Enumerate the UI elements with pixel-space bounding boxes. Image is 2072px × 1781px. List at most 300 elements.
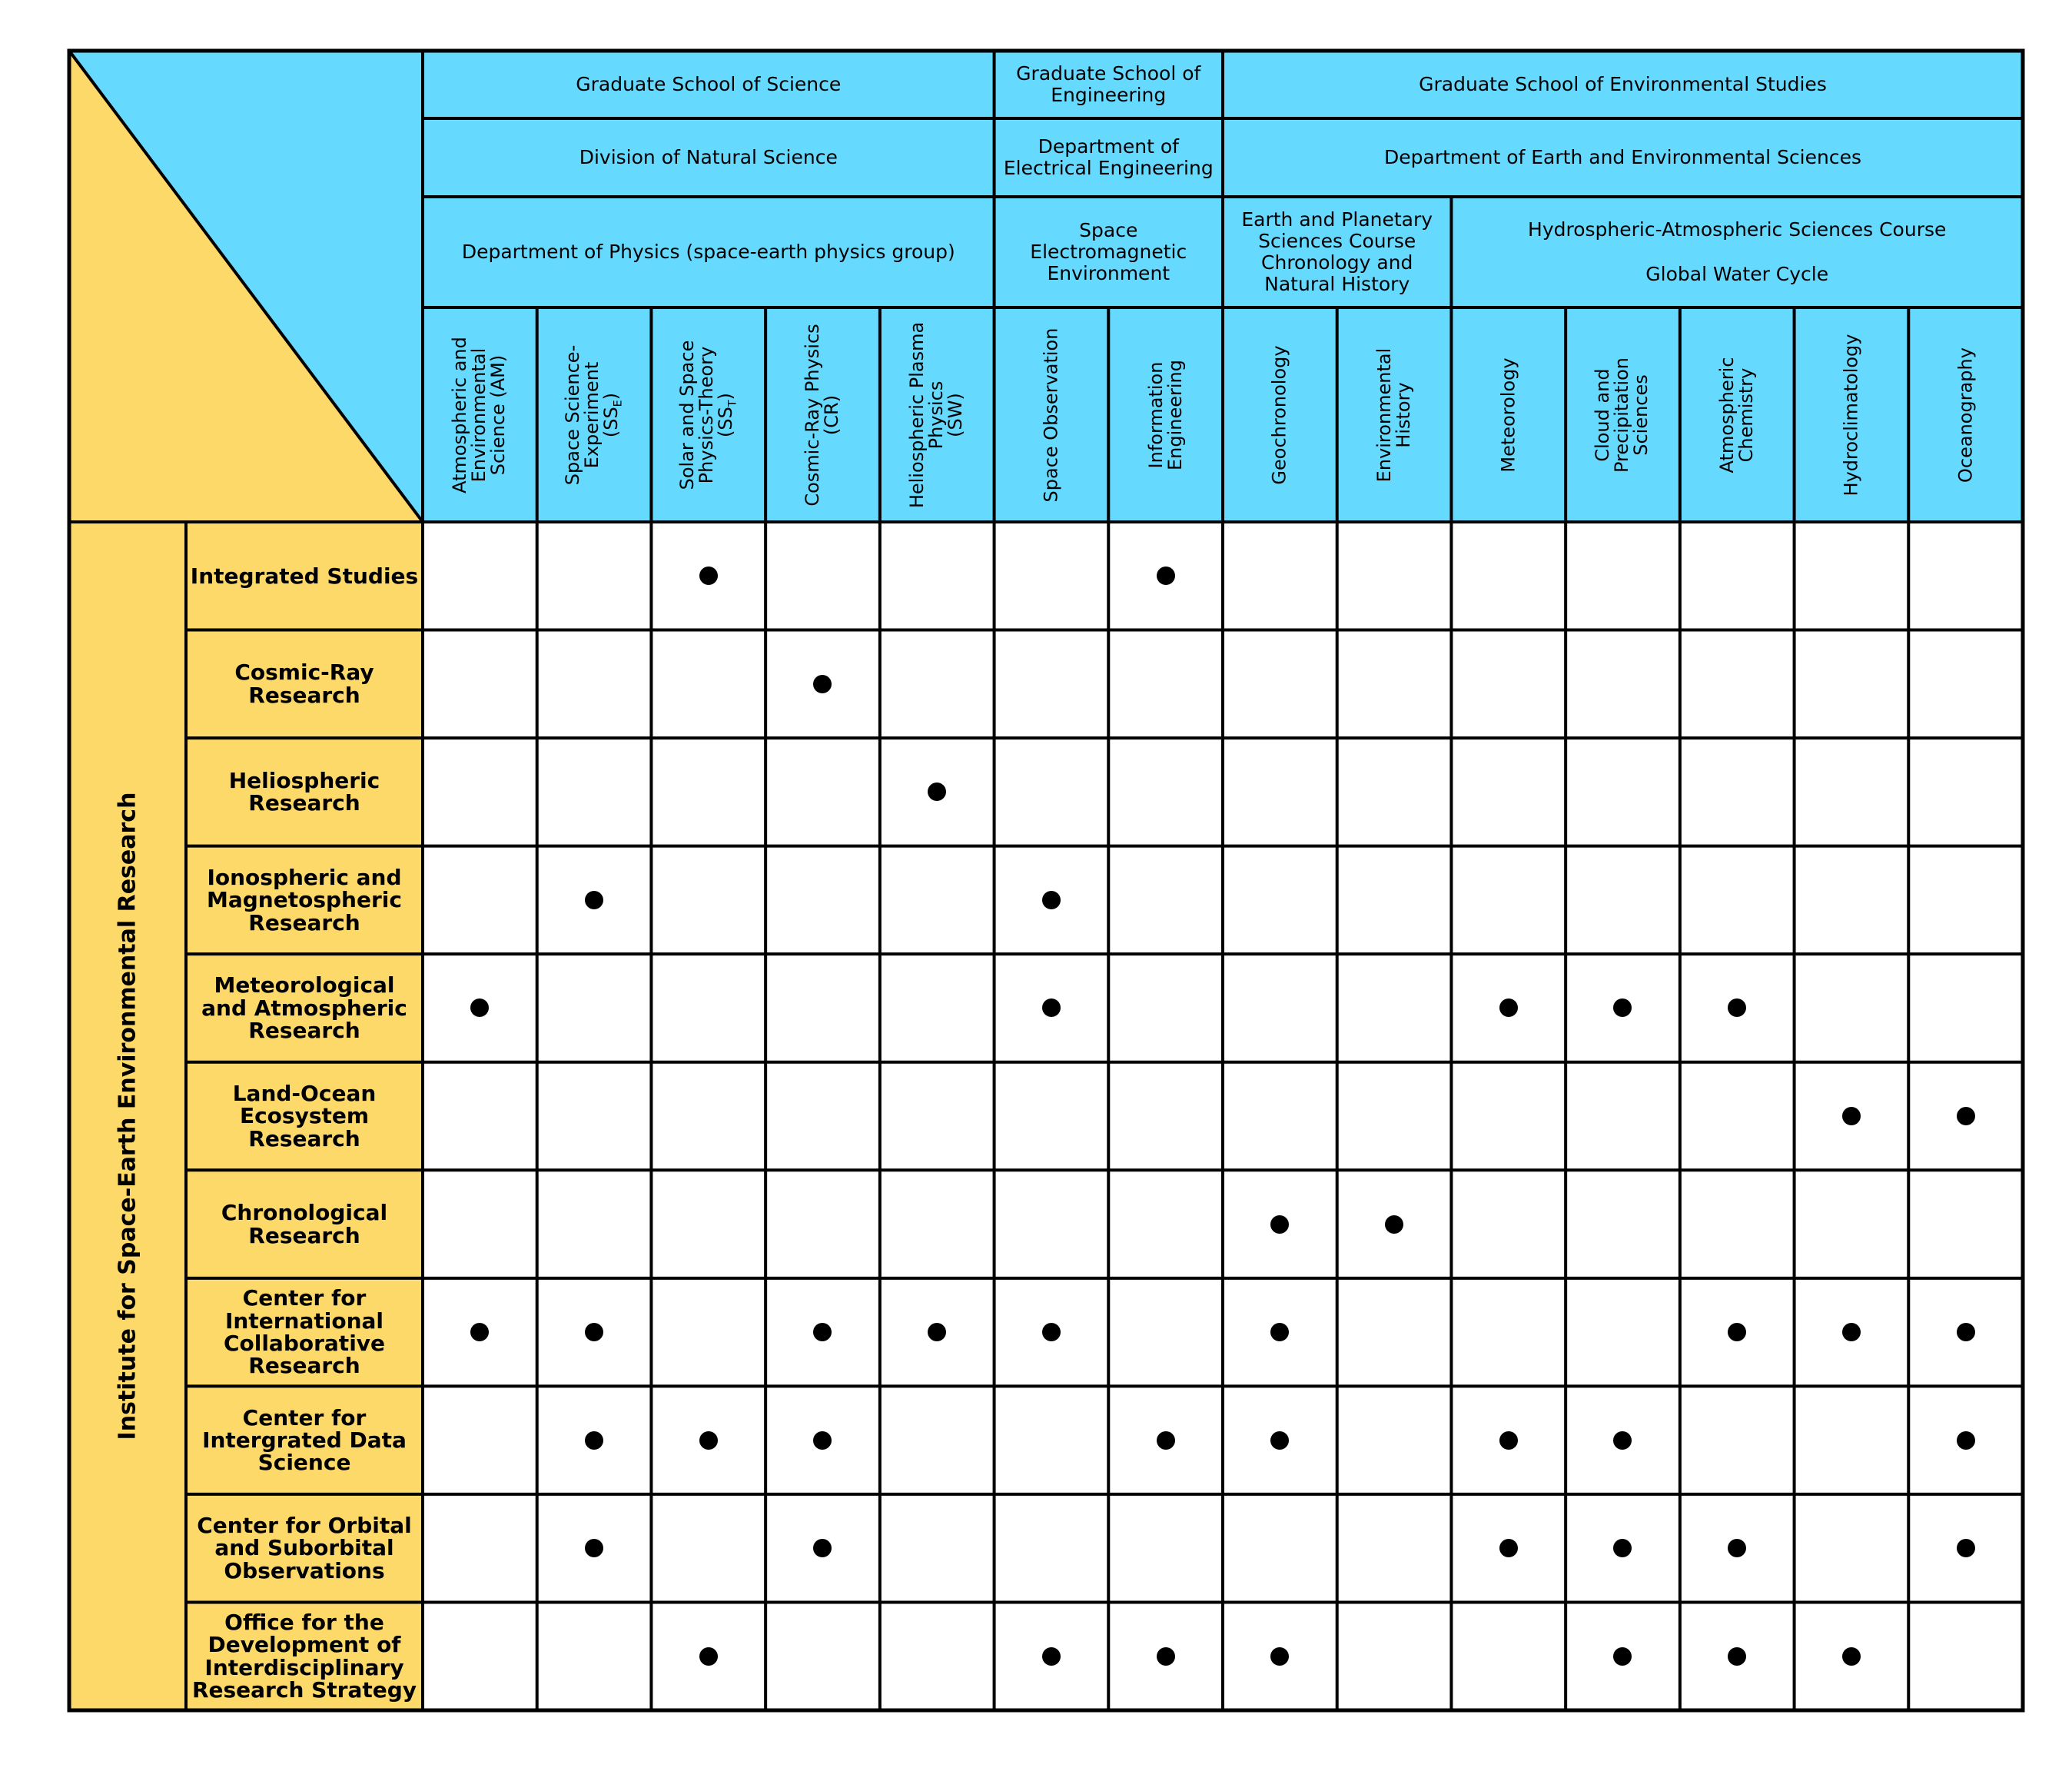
column-header-line: Cloud and (1592, 367, 1614, 462)
matrix-cell (1223, 1170, 1337, 1278)
course-header (1451, 197, 2023, 307)
column-header-line: Space Science- (561, 344, 583, 485)
row-header (186, 1602, 423, 1710)
matrix-cell (1908, 522, 2023, 630)
matrix-cell (765, 1278, 880, 1387)
affiliation-dot (1728, 1647, 1746, 1666)
matrix-cell (1223, 1494, 1337, 1603)
affiliation-dot (585, 1431, 603, 1450)
matrix-cell (1680, 1278, 1795, 1387)
column-header-line: Cosmic-Ray Physics (802, 323, 824, 507)
matrix-cell (651, 1494, 765, 1603)
matrix-cell (1680, 630, 1795, 739)
course-header (1223, 197, 1451, 307)
column-header-line: Sciences (1631, 374, 1653, 456)
affiliation-dot (1157, 567, 1175, 585)
code-prefix: (SS (714, 406, 736, 437)
affiliation-dot (470, 998, 489, 1017)
matrix-cell (537, 846, 652, 955)
school-header-title: Graduate School of Science (576, 73, 842, 95)
column-header-line: Physics-Theory (695, 346, 717, 483)
column-header (1795, 307, 1909, 522)
matrix-cell (765, 954, 880, 1062)
matrix-cell (1908, 846, 2023, 955)
matrix-cell (1337, 1062, 1452, 1171)
column-header-line: Hydroclimatology (1840, 333, 1862, 497)
matrix-cell (651, 630, 765, 739)
matrix-cell (1223, 522, 1337, 630)
matrix-cell (537, 1170, 652, 1278)
affiliation-dot (813, 1539, 832, 1557)
affiliation-dot (1270, 1647, 1289, 1666)
affiliation-dot (699, 1647, 718, 1666)
matrix-cell (994, 1386, 1109, 1494)
matrix-cell (880, 738, 994, 846)
matrix-cell (994, 630, 1109, 739)
matrix-cell (880, 1062, 994, 1171)
code-suffix: ) (600, 392, 623, 400)
column-header-label (1499, 357, 1518, 472)
course-header-title: Department of Physics (space-earth physics group) (461, 241, 955, 263)
matrix-cell (423, 1386, 537, 1494)
matrix-cell (537, 1602, 652, 1710)
row-header-label: Center for Intergrated Data Science (202, 1404, 407, 1476)
row-header (186, 1278, 423, 1387)
affiliation-dot (1385, 1215, 1403, 1234)
column-header (994, 307, 1109, 522)
matrix-cell (1451, 522, 1566, 630)
matrix-cell (1795, 522, 1909, 630)
matrix-cell (1795, 1170, 1909, 1278)
code-subscript: T (726, 399, 739, 407)
matrix-cell (1451, 954, 1566, 1062)
column-header-label (908, 321, 966, 507)
matrix-cell (1680, 1386, 1795, 1494)
matrix-cell (765, 1170, 880, 1278)
affiliation-dot (1499, 998, 1518, 1017)
affiliation-dot (699, 1431, 718, 1450)
matrix-cell (1908, 1386, 2023, 1494)
matrix-cell (994, 954, 1109, 1062)
matrix-cell (537, 954, 652, 1062)
matrix-cell (651, 738, 765, 846)
matrix-cell (537, 1494, 652, 1603)
matrix-cell (1566, 954, 1680, 1062)
column-header (1451, 307, 1566, 522)
matrix-cell (1337, 1494, 1452, 1603)
matrix-cell (1337, 1386, 1452, 1494)
affiliation-dot (1728, 1323, 1746, 1341)
column-header-line: Engineering (1164, 359, 1186, 470)
column-header-label (1956, 347, 1975, 483)
column-header (765, 307, 880, 522)
affiliation-dot (1157, 1647, 1175, 1666)
matrix-cell (765, 1494, 880, 1603)
matrix-cell (994, 846, 1109, 955)
matrix-cell (423, 846, 537, 955)
affiliation-dot (928, 1323, 946, 1341)
affiliation-dot (1957, 1539, 1975, 1557)
matrix-cell (537, 1386, 652, 1494)
matrix-cell (1108, 1062, 1223, 1171)
column-header-line: (SW) (945, 392, 967, 437)
matrix-cell (765, 522, 880, 630)
column-header-label (1594, 357, 1652, 472)
matrix-cell (1223, 1602, 1337, 1710)
matrix-cell (1108, 1278, 1223, 1387)
row-header-label: Center for International Collaborative Research (223, 1285, 386, 1379)
matrix-cell (1108, 738, 1223, 846)
matrix-cell (651, 954, 765, 1062)
matrix-cell (423, 738, 537, 846)
matrix-cell (423, 1170, 537, 1278)
matrix-cell (423, 1062, 537, 1171)
matrix-cell (1337, 1170, 1452, 1278)
column-header-code (716, 340, 739, 490)
matrix-cell (1108, 1494, 1223, 1603)
matrix-cell (651, 1170, 765, 1278)
matrix-cell (1451, 1386, 1566, 1494)
matrix-cell (1223, 738, 1337, 846)
affiliation-dot (585, 1539, 603, 1557)
row-header-label: Cosmic-Ray Research (234, 660, 374, 708)
affiliation-dot (1042, 1323, 1061, 1341)
affiliation-dot (585, 891, 603, 909)
row-header (186, 846, 423, 955)
matrix-cell (1680, 738, 1795, 846)
row-header-label: Center for Orbital and Suborbital Observations (197, 1513, 412, 1583)
affiliation-dot (813, 675, 832, 693)
affiliation-dot (1613, 1647, 1632, 1666)
matrix-cell (994, 1062, 1109, 1171)
column-header (537, 307, 652, 522)
matrix-cell (1566, 1062, 1680, 1171)
matrix-cell (994, 1602, 1109, 1710)
column-header-label (1041, 327, 1061, 502)
matrix-cell (651, 522, 765, 630)
affiliation-dot (1042, 1647, 1061, 1666)
matrix-cell (1566, 1170, 1680, 1278)
matrix-cell (1795, 1062, 1909, 1171)
affiliation-dot (1957, 1107, 1975, 1125)
matrix-cell (765, 1062, 880, 1171)
matrix-cell (1795, 1494, 1909, 1603)
column-header-line: (CR) (821, 394, 843, 435)
matrix-cell (1566, 630, 1680, 739)
affiliation-dot (1270, 1323, 1289, 1341)
column-header (651, 307, 765, 522)
matrix-cell (651, 1602, 765, 1710)
matrix-cell (1908, 1278, 2023, 1387)
matrix-cell (1795, 1278, 1909, 1387)
row-header-label: Land-Ocean Ecosystem Research (232, 1080, 377, 1151)
column-header-line: Atmospheric (1716, 357, 1738, 473)
matrix-cell (1108, 522, 1223, 630)
column-header-label (1146, 360, 1184, 470)
column-header (1908, 307, 2023, 522)
row-header (186, 954, 423, 1062)
matrix-cell (1680, 1062, 1795, 1171)
course-header (994, 197, 1223, 307)
matrix-cell (1566, 1278, 1680, 1387)
row-header-label: Integrated Studies (190, 563, 419, 589)
code-prefix: (SS (600, 406, 623, 437)
matrix-cell (537, 738, 652, 846)
matrix-cell (651, 1386, 765, 1494)
matrix-cell (765, 630, 880, 739)
department-header-title: Division of Natural Science (579, 146, 838, 168)
matrix-cell (1108, 846, 1223, 955)
matrix-cell (1451, 1278, 1566, 1387)
affiliation-dot (1157, 1431, 1175, 1450)
column-header (880, 307, 994, 522)
affiliation-dot (1613, 1431, 1632, 1450)
matrix-cell (423, 630, 537, 739)
matrix-cell (1795, 1386, 1909, 1494)
column-header-label (1841, 334, 1861, 496)
column-header-line: Precipitation (1611, 357, 1633, 473)
column-header-line: Chemistry (1735, 367, 1758, 462)
affiliation-dot (1499, 1431, 1518, 1450)
matrix-cell (423, 1602, 537, 1710)
matrix-cell (1566, 846, 1680, 955)
affiliation-dot (1957, 1431, 1975, 1450)
matrix-cell (880, 1386, 994, 1494)
matrix-cell (537, 522, 652, 630)
column-header-line: Experiment (581, 361, 603, 468)
column-header (1566, 307, 1680, 522)
school-header (423, 51, 994, 118)
affiliation-dot (1842, 1323, 1861, 1341)
matrix-cell (1337, 738, 1452, 846)
matrix-cell (1908, 738, 2023, 846)
matrix-cell (1908, 1062, 2023, 1171)
matrix-cell (1908, 1170, 2023, 1278)
matrix-cell (1223, 954, 1337, 1062)
matrix-cell (880, 1494, 994, 1603)
matrix-cell (1451, 846, 1566, 955)
matrix-cell (537, 630, 652, 739)
matrix-cell (765, 846, 880, 955)
affiliation-dot (1728, 1539, 1746, 1557)
matrix-cell (651, 846, 765, 955)
matrix-cell (1108, 954, 1223, 1062)
matrix-cell (880, 1278, 994, 1387)
affiliation-dot (1613, 1539, 1632, 1557)
matrix-cell (1680, 1170, 1795, 1278)
matrix-cell (880, 1602, 994, 1710)
matrix-cell (1908, 1494, 2023, 1603)
matrix-cell (1680, 1494, 1795, 1603)
matrix-cell (880, 630, 994, 739)
matrix-cell (651, 1278, 765, 1387)
matrix-cell (423, 1494, 537, 1603)
matrix-cell (1566, 1602, 1680, 1710)
column-header-label (803, 324, 842, 506)
column-header-label (1718, 357, 1756, 473)
column-header (1108, 307, 1223, 522)
column-header-line: Environmental (468, 347, 490, 482)
matrix-cell (1337, 1602, 1452, 1710)
matrix-cell (880, 522, 994, 630)
matrix-cell (880, 1170, 994, 1278)
matrix-cell (1451, 1062, 1566, 1171)
matrix-cell (651, 1062, 765, 1171)
matrix-cell (880, 846, 994, 955)
matrix-cell (1795, 630, 1909, 739)
column-header-line: History (1393, 381, 1415, 448)
row-header (186, 1494, 423, 1603)
column-header-label (451, 337, 510, 493)
matrix-cell (1908, 954, 2023, 1062)
column-header-line: Environmental (1373, 347, 1395, 482)
affiliation-dot (1842, 1647, 1861, 1666)
affiliation-dot (1270, 1215, 1289, 1234)
matrix-cell (537, 1278, 652, 1387)
column-header-line: Information (1144, 361, 1167, 468)
affiliation-dot (1499, 1539, 1518, 1557)
affiliation-dot (1042, 998, 1061, 1017)
matrix-cell (1451, 1170, 1566, 1278)
school-header-title: Graduate School of Environmental Studies (1419, 73, 1827, 95)
matrix-cell (765, 1386, 880, 1494)
affiliation-dot (1842, 1107, 1861, 1125)
matrix-cell (1680, 954, 1795, 1062)
course-header-title: Hydrospheric-Atmospheric Sciences Course (1528, 218, 1947, 241)
matrix-cell (1795, 1602, 1909, 1710)
matrix-cell (1795, 738, 1909, 846)
matrix-cell (1223, 1386, 1337, 1494)
matrix-cell (423, 522, 537, 630)
column-header-line: Geochronology (1268, 344, 1290, 485)
school-header-title: Graduate School of Engineering (1016, 62, 1201, 106)
affiliation-dot (585, 1323, 603, 1341)
affiliation-dot (1613, 998, 1632, 1017)
course-header-subtitle: Global Water Cycle (1645, 262, 1829, 285)
affiliation-dot (1042, 891, 1061, 909)
column-header-label (1375, 347, 1413, 482)
column-header-line: Solar and Space (676, 340, 698, 490)
matrix-cell (1795, 846, 1909, 955)
column-header-label (563, 344, 625, 484)
matrix-cell (1337, 846, 1452, 955)
matrix-cell (1108, 630, 1223, 739)
row-header-label: Heliospheric Research (228, 767, 380, 816)
department-header-title: Department of Electrical Engineering (1003, 135, 1214, 179)
matrix-cell (1908, 1602, 2023, 1710)
matrix-cell (1337, 1278, 1452, 1387)
matrix-cell (1680, 846, 1795, 955)
column-header-line: Science (AM) (487, 354, 510, 475)
row-header (186, 522, 423, 630)
row-header (186, 1062, 423, 1171)
matrix-cell (1566, 1386, 1680, 1494)
matrix-cell (1337, 522, 1452, 630)
matrix-cell (1108, 1170, 1223, 1278)
course-header-title: Earth and Planetary Sciences Course Chronology and Natural History (1241, 208, 1433, 295)
column-header-label (1270, 345, 1290, 484)
matrix-cell (1451, 630, 1566, 739)
row-header-label: Ionospheric and Magnetospheric Research (207, 864, 402, 935)
column-header-label (678, 340, 739, 490)
column-header-code (602, 344, 625, 484)
row-header-label: Office for the Development of Interdisciplinary Research Strategy (191, 1609, 417, 1703)
matrix-cell (994, 1278, 1109, 1387)
affiliation-dot (699, 567, 718, 585)
column-header-line: Heliospheric Plasma (906, 321, 928, 508)
matrix-cell (994, 522, 1109, 630)
matrix-cell (1108, 1386, 1223, 1494)
matrix-cell (994, 1494, 1109, 1603)
matrix-cell (994, 738, 1109, 846)
department-header (994, 118, 1223, 197)
column-header-line: Oceanography (1954, 347, 1977, 483)
course-header-title: Space Electromagnetic Environment (1030, 219, 1187, 284)
matrix-cell (1108, 1602, 1223, 1710)
matrix-cell (1566, 738, 1680, 846)
code-suffix: ) (714, 392, 736, 400)
affiliation-dot (813, 1323, 832, 1341)
column-header-line: Meteorology (1497, 357, 1519, 473)
matrix-cell (1680, 1602, 1795, 1710)
matrix-cell (994, 1170, 1109, 1278)
code-subscript: E (613, 399, 626, 407)
matrix-cell (423, 954, 537, 1062)
row-header (186, 1170, 423, 1278)
column-header-line: Space Observation (1040, 327, 1062, 502)
matrix-cell (1451, 1602, 1566, 1710)
department-header-title: Department of Earth and Environmental Sciences (1383, 146, 1862, 168)
row-header (186, 630, 423, 739)
row-header-label: Chronological Research (221, 1200, 388, 1248)
matrix-cell (1908, 630, 2023, 739)
row-header-label: Meteorological and Atmospheric Research (201, 972, 407, 1044)
affiliation-dot (470, 1323, 489, 1341)
school-header (1223, 51, 2023, 118)
matrix-cell (1223, 630, 1337, 739)
column-header-line: Atmospheric and (449, 336, 471, 493)
corner-cell (69, 51, 423, 522)
matrix-cell (765, 738, 880, 846)
column-header (1337, 307, 1452, 522)
school-header (994, 51, 1223, 118)
column-header (423, 307, 537, 522)
matrix-cell (1451, 1494, 1566, 1603)
matrix-cell (537, 1062, 652, 1171)
column-header (1223, 307, 1337, 522)
matrix-cell (1451, 738, 1566, 846)
column-header (1680, 307, 1795, 522)
course-header (423, 197, 994, 307)
column-header-line: Physics (925, 380, 948, 449)
matrix-cell (1223, 1278, 1337, 1387)
affiliation-dot (1270, 1431, 1289, 1450)
department-header (1223, 118, 2023, 197)
matrix-cell (765, 1602, 880, 1710)
matrix-cell (423, 1278, 537, 1387)
matrix-cell (1223, 1062, 1337, 1171)
matrix-cell (1680, 522, 1795, 630)
matrix-cell (1337, 954, 1452, 1062)
matrix-cell (1795, 954, 1909, 1062)
affiliation-dot (1728, 998, 1746, 1017)
affiliation-dot (813, 1431, 832, 1450)
institute-cell (69, 522, 186, 1710)
matrix-cell (1566, 522, 1680, 630)
row-header (186, 1386, 423, 1494)
department-header (423, 118, 994, 197)
matrix-cell (1566, 1494, 1680, 1603)
